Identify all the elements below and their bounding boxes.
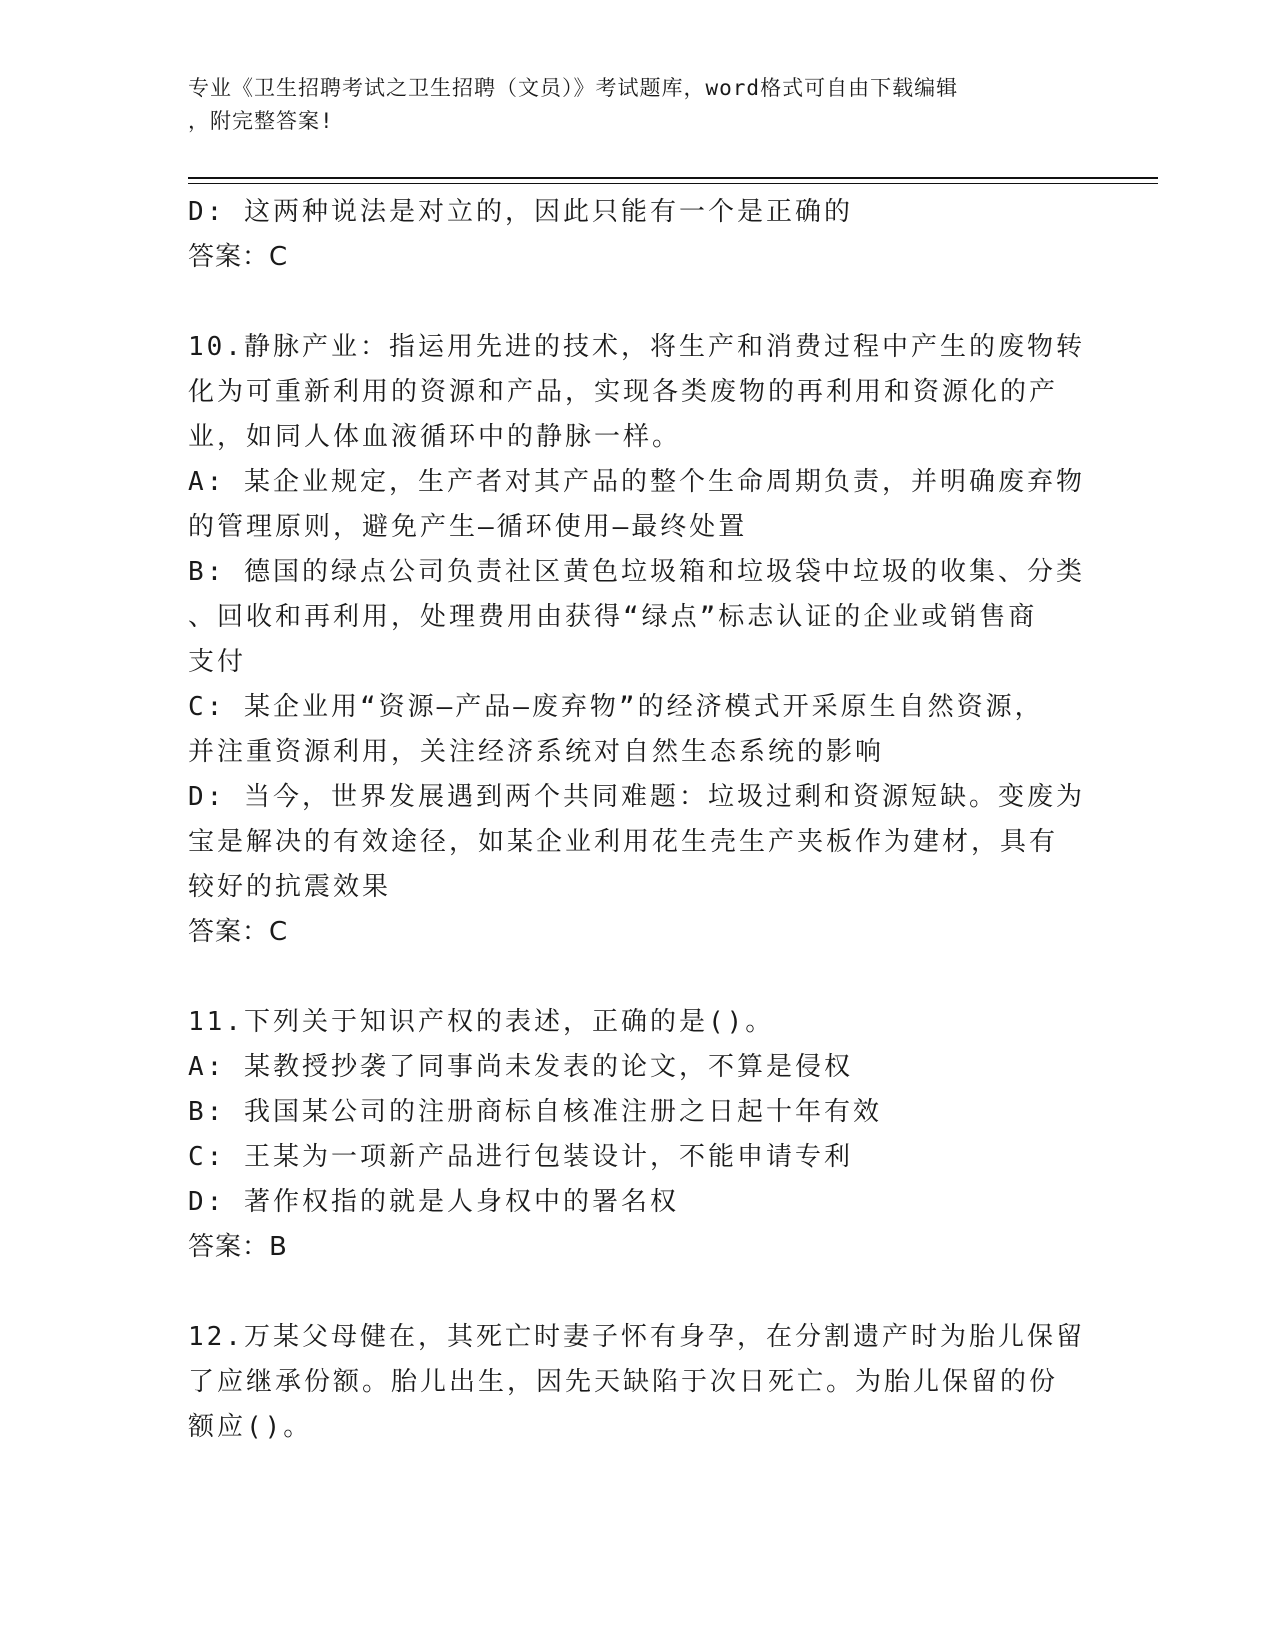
document-body xyxy=(188,190,1088,1450)
question-stem: 10.静脉产业：指运用先进的技术，将生产和消费过程中产生的废物转 xyxy=(188,332,1085,362)
question-stem: 11.下列关于知识产权的表述，正确的是()。 xyxy=(188,1007,775,1037)
option-d: D: 著作权指的就是人身权中的署名权 xyxy=(188,1187,679,1217)
question-9-tail xyxy=(188,190,1088,280)
option-c: C: 王某为一项新产品进行包装设计，不能申请专利 xyxy=(188,1142,853,1172)
question-10 xyxy=(188,325,1088,955)
option-b: 、回收和再利用，处理费用由获得“绿点”标志认证的企业或销售商 xyxy=(188,602,1038,632)
header-divider-thick xyxy=(188,177,1158,179)
question-12 xyxy=(188,1315,1088,1450)
question-11 xyxy=(188,1000,1088,1270)
spacer xyxy=(188,280,1088,325)
question-stem: 12.万某父母健在，其死亡时妻子怀有身孕，在分割遗产时为胎儿保留 xyxy=(188,1322,1085,1352)
question-stem: 业，如同人体血液循环中的静脉一样。 xyxy=(188,422,682,452)
answer-line: 答案：B xyxy=(188,1232,288,1262)
header-line-2: ，附完整答案! xyxy=(188,109,334,133)
spacer xyxy=(188,1270,1088,1315)
option-d: 宝是解决的有效途径，如某企业利用花生壳生产夹板作为建材，具有 xyxy=(188,827,1059,857)
header-divider-thin xyxy=(188,183,1158,184)
option-a: A: 某教授抄袭了同事尚未发表的论文，不算是侵权 xyxy=(188,1052,853,1082)
answer-line: 答案：C xyxy=(188,242,289,272)
option-a: 的管理原则，避免产生—循环使用—最终处置 xyxy=(188,512,748,542)
option-c: C: 某企业用“资源—产品—废弃物”的经济模式开采原生自然资源， xyxy=(188,692,1044,722)
option-b: B: 德国的绿点公司负责社区黄色垃圾箱和垃圾袋中垃圾的收集、分类 xyxy=(188,557,1085,587)
page-header xyxy=(188,72,1088,138)
option-b: B: 我国某公司的注册商标自核准注册之日起十年有效 xyxy=(188,1097,882,1127)
option-d: 较好的抗震效果 xyxy=(188,872,392,902)
option-d: D: 这两种说法是对立的，因此只能有一个是正确的 xyxy=(188,197,853,227)
answer-line: 答案：C xyxy=(188,917,289,947)
question-stem: 额应()。 xyxy=(188,1412,313,1442)
spacer xyxy=(188,955,1088,1000)
option-d: D: 当今，世界发展遇到两个共同难题：垃圾过剩和资源短缺。变废为 xyxy=(188,782,1085,812)
header-line-1: 专业《卫生招聘考试之卫生招聘（文员）》考试题库，word格式可自由下载编辑 xyxy=(188,76,959,100)
question-stem: 了应继承份额。胎儿出生，因先天缺陷于次日死亡。为胎儿保留的份 xyxy=(188,1367,1059,1397)
option-a: A: 某企业规定，生产者对其产品的整个生命周期负责，并明确废弃物 xyxy=(188,467,1085,497)
option-b: 支付 xyxy=(188,647,247,677)
option-c: 并注重资源利用，关注经济系统对自然生态系统的影响 xyxy=(188,737,885,767)
question-stem: 化为可重新利用的资源和产品，实现各类废物的再利用和资源化的产 xyxy=(188,377,1059,407)
